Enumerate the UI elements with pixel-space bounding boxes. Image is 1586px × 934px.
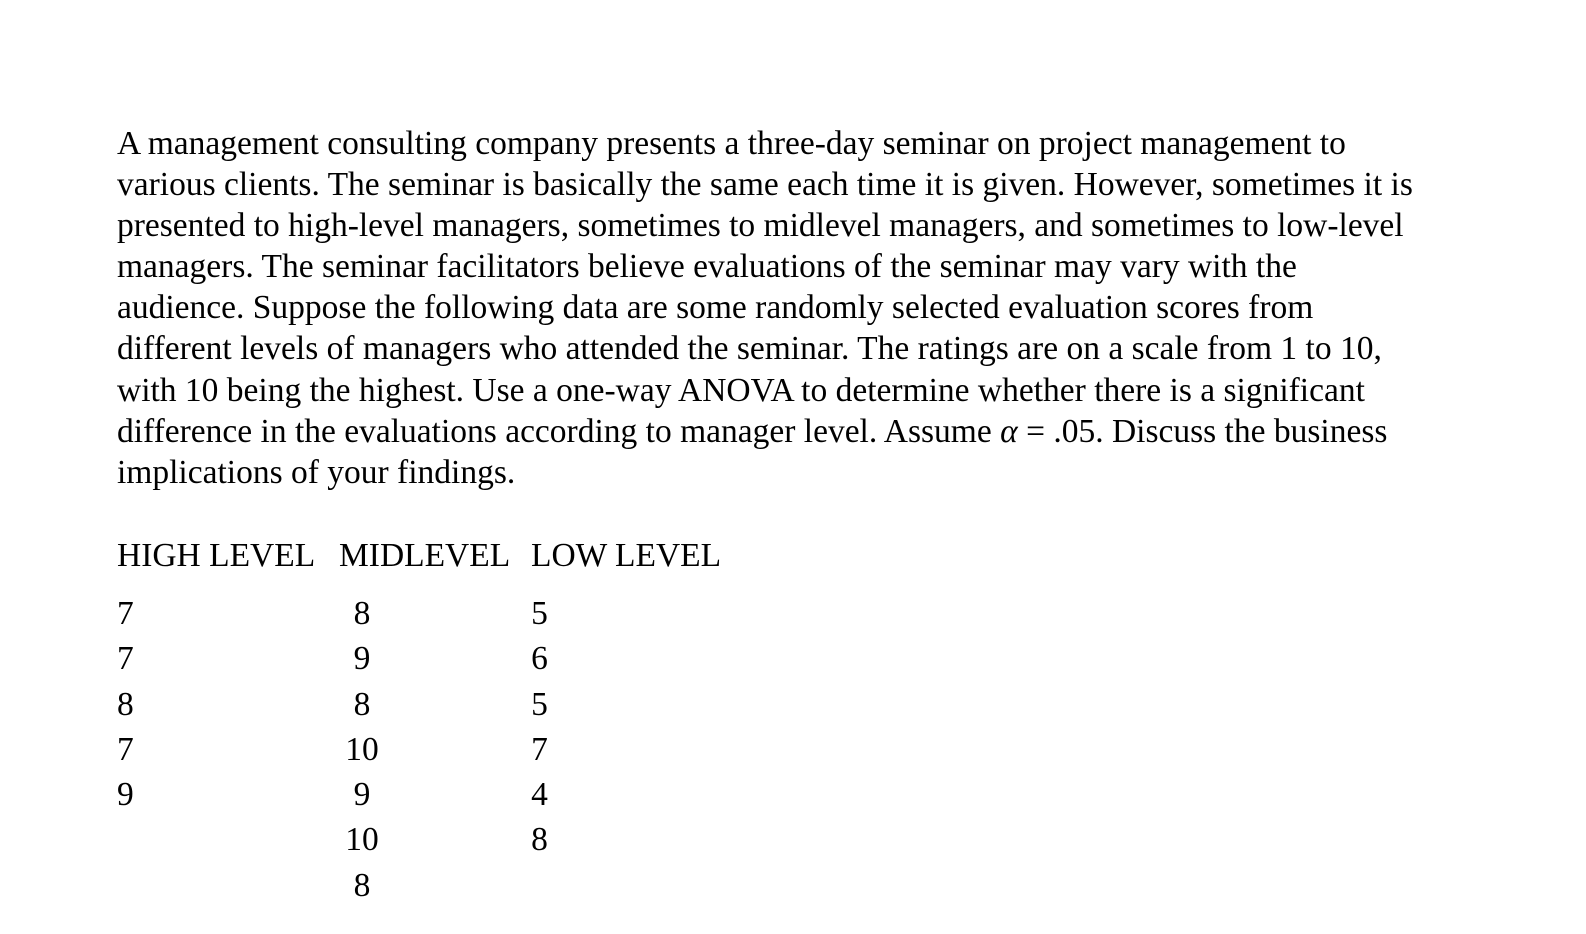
low-level-value: 5 (531, 595, 548, 632)
midlevel-value: 8 (353, 595, 371, 632)
problem-line-7: with 10 being the highest. Use a one-way ANOVA to determine whether there is a significant (117, 371, 1365, 409)
midlevel-value: 9 (353, 776, 371, 814)
problem-statement (117, 123, 1537, 493)
problem-line-6: different levels of managers who attended the seminar. The ratings are on a scale from 1 to 10, (117, 330, 1382, 368)
problem-line-8-start: difference in the evaluations according to manager level. Assume (117, 412, 1001, 450)
midlevel-value: 10 (345, 821, 379, 859)
high-level-value: 7 (117, 640, 134, 678)
midlevel-value: 8 (353, 685, 371, 723)
problem-line-4: managers. The seminar facilitators believe evaluations of the seminar may vary with the (117, 248, 1297, 286)
high-level-value: 7 (117, 595, 134, 632)
midlevel-value: 9 (353, 640, 371, 678)
midlevel-column (332, 591, 392, 908)
problem-line-5: audience. Suppose the following data are some randomly selected evaluation scores from (117, 289, 1314, 327)
low-level-value: 6 (531, 640, 548, 678)
high-level-value: 9 (117, 776, 134, 814)
problem-line-3: presented to high-level managers, sometimes to midlevel managers, and sometimes to low-level (117, 207, 1404, 245)
high-level-column (117, 591, 157, 817)
low-level-column (517, 591, 562, 863)
header-low-level: LOW LEVEL (531, 537, 722, 574)
midlevel-value: 10 (345, 730, 379, 768)
low-level-value: 5 (531, 685, 548, 723)
low-level-value: 7 (531, 730, 548, 768)
header-high-level: HIGH LEVEL (117, 537, 316, 574)
problem-line-9: implications of your findings. (117, 453, 516, 491)
low-level-value: 8 (531, 821, 548, 859)
problem-line-1: A management consulting company presents a three-day seminar on project management to (117, 125, 1346, 162)
low-level-value: 4 (531, 776, 548, 814)
problem-line-8 (117, 411, 1537, 452)
high-level-value: 7 (117, 730, 134, 768)
problem-line-2: various clients. The seminar is basically the same each time it is given. However, sometimes it is (117, 166, 1413, 204)
problem-line-8-end: = .05. Discuss the business (1017, 412, 1388, 450)
alpha-symbol: α (1000, 412, 1018, 450)
midlevel-value: 8 (353, 866, 371, 904)
header-midlevel: MIDLEVEL (339, 537, 511, 574)
high-level-value: 8 (117, 685, 134, 723)
